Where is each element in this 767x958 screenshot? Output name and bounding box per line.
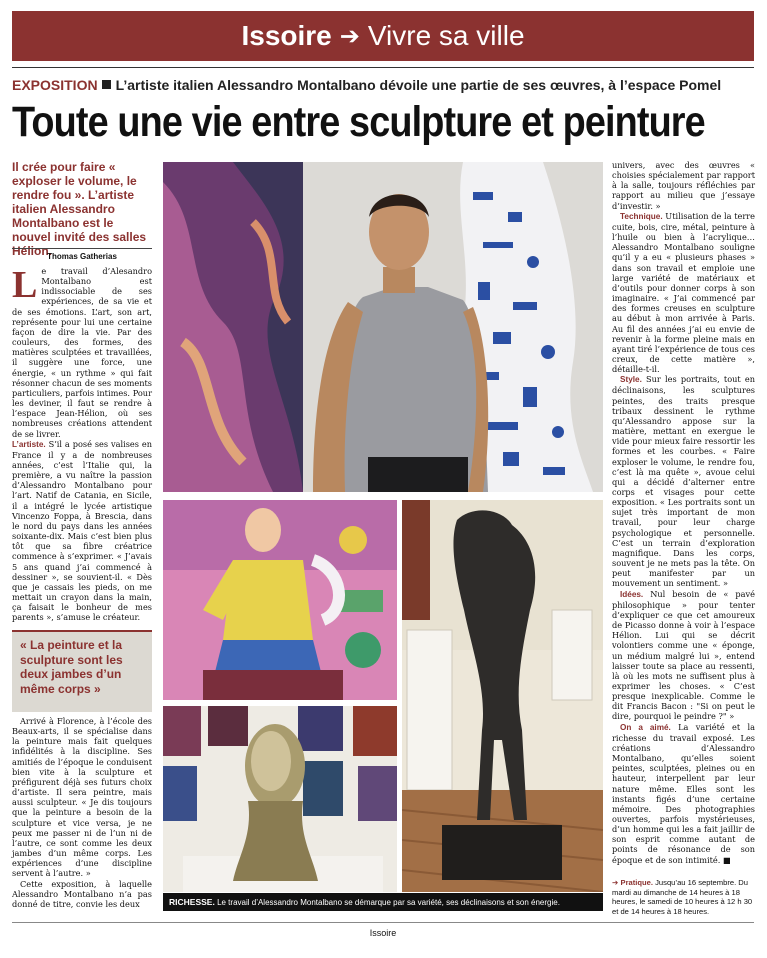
lead-paragraph: Il crée pour faire « exploser le volume, le rendre fou ». L’artiste italien Alessandro Montalbano est le nouvel invité des salles Hélion.: [12, 160, 147, 258]
kicker-text: L’artiste italien Alessandro Montalbano dévoile une partie de ses œuvres, à l’espace Pomel: [115, 77, 722, 93]
pull-quote-text: « La peinture et la sculpture sont les deux jambes d’un même corps »: [20, 638, 123, 696]
photo-statue: [402, 500, 603, 892]
bust-illustration: [163, 706, 397, 892]
divider: [12, 922, 754, 923]
caption-text: Le travail d’Alessandro Montalbano se démarque par sa variété, ses déclinaisons et son énergie.: [217, 898, 560, 907]
paragraph: e travail d’Alesandro Montalbano est indissociable de ses expériences, de sa vie et de ses émotions. L’art, son art, représente pour lui une certaine façon de dire la vie. Par des couleurs, des formes, des matières sculptées et travaillées, il suggère une force, une énergie, « un rythme » qui fait résonner chacun de ses moments particuliers, parfois intimes. Pour les deviner, il faut se rendre à l’espace Jean-Hélion, où ses nombreuses créations attendent de se livrer.: [12, 266, 152, 439]
section-name: Issoire: [241, 20, 332, 51]
pull-quote: [12, 630, 152, 712]
photo-painting: [163, 500, 397, 700]
subhead: Idées.: [620, 589, 644, 599]
divider: [12, 67, 754, 68]
divider: [12, 248, 152, 249]
subhead: Technique.: [620, 211, 663, 221]
kicker-label: EXPOSITION: [12, 77, 98, 93]
headline: Toute une vie entre sculpture et peinture: [12, 98, 705, 146]
subhead: On a aimé.: [620, 722, 671, 732]
square-bullet-icon: [102, 80, 111, 89]
subsection-name: Vivre sa ville: [367, 20, 525, 51]
paragraph: Nul besoin de « pavé philosophique » pour tenter d’expliquer ce que cet amoureux de Picasso donne à voir à l’espace Hélion. Lui qui se décrit volontiers comme une « éponge, un médium malgré lui », entend laisser toute sa place au ressenti, là où les mots ne suffisent plus à exprimer les choses. « C’est presque inexplicable. Comme le dit Francis Bacon : "Si on peut le dire, pourquoi le peindre ?" »: [612, 588, 755, 722]
article-column-1-continued: [12, 716, 152, 909]
section-banner: [12, 11, 754, 61]
author-byline: Thomas Gatherias: [47, 252, 117, 261]
practical-info-text: Jusqu’au 16 septembre. Du mardi au dimanche de 14 heures à 18 heures, le samedi de 10 heures à 12 h 30 et de 14 heures à 18 heures.: [612, 878, 753, 916]
arrow-right-icon: ➔: [612, 878, 619, 887]
subhead: L’artiste.: [12, 439, 46, 449]
drop-cap: L: [12, 264, 38, 306]
page-footer: Issoire: [369, 928, 397, 938]
paragraph: Cette exposition, à laquelle Alessandro Montalbano n’a pas donné de titre, convie les deux: [12, 878, 152, 909]
statue-illustration: [402, 500, 603, 892]
article-column-3: [612, 160, 755, 865]
photo-bust-sculpture: [163, 706, 397, 892]
end-mark-icon: ■: [722, 854, 731, 865]
paragraph: univers, avec des œuvres « choisies spécialement par rapport à la salle, toujours réfléchies par rapport au milieu que j’essaye d’investir. »: [612, 160, 755, 211]
paragraph: La variété et la richesse du travail exposé. Les créations d’Alessandro Montalbano, qu’elles soient peintes, sculptées, pleines ou en hauteur, interpellent par leur nature même. Elles sont les instants figés d’une certaine mémoire. Des photographies ouvertes, parfois mystérieuses, d’un homme qui les a fait jaillir de son esprit comme autant de points de résonance de son époque et de son intimité.: [612, 721, 755, 865]
subhead: Style.: [620, 375, 642, 385]
paragraph: Utilisation de la terre cuite, bois, cire, métal, peinture à l’huile ou bien à l’acrylique… Alessandro Montalbano souligne qu’il y a eu « plusieurs phases » dans son travail et emploie une large variété de matériaux et d’outils pour donner corps à son imaginaire. « J’ai commencé par des formes creuses en sculpture au début à mon arrivée à Paris. Au fil des années j’ai eu envie de revenir à la forme pleine mais en ayant tiré l’expérience de tous ces creux, de cette matière », détaille-t-il.: [612, 210, 755, 375]
artist-photo-illustration: [163, 162, 603, 492]
paragraph: Sur les portraits, tout en déclinaisons, les sculptures peintes, des traits presque tribaux dessinent le rythme qu’Alessandro appose sur la matière, mettant en exergue le vide pour mieux faire ressortir les formes et les courbes. « Faire exploser le volume, le rendre fou, c’est là ma quête », avoue celui qui a décidé d’alterner entre corps et visages pour cette exposition. « Les portraits sont un sujet très important de mon travail, pour leur charge psychologique et personnelle. C’est un terrain d’exploration magnifique. Dans les corps, souvent je ne mets pas la tête. On peut manifester par un mouvement un sentiment. »: [612, 374, 755, 589]
caption-label: RICHESSE.: [169, 897, 215, 907]
practical-info: [612, 878, 755, 916]
arrow-right-icon: ➔: [339, 22, 360, 50]
photo-artist-portrait: [163, 162, 603, 492]
painting-illustration: [163, 500, 397, 700]
photo-caption: [163, 893, 603, 911]
paragraph: Arrivé à Florence, à l’école des Beaux-arts, il se spécialise dans la peinture mais fait quelques infidélités à la discipline. Ses amitiés de l’époque le conduisent bien vite à la sculpture et préfigurent déjà ses futurs choix d’artiste. Il sera peintre, mais aussi sculpteur. « Je dis toujours que la peinture a besoin de la sculpture et vice versa, je ne peux me passer ni de l’un ni de l’autre, ce sont comme les deux jambes d’un même corps. Les expériences d’une discipline servent à l’autre. »: [12, 716, 152, 879]
paragraph: S’il a posé ses valises en France il y a de nombreuses années, c’est l’Italie qui, la première, a vu naître la passion d’Alessandro Montalbano pour l’art. Natif de Catania, en Sicile, il a intégré le lycée artistique Vincenzo Foppa, à Brescia, dans le nord du pays dans les années soixante-dix. Mais c’est bien plus tôt que sa fibre créatrice commence à s’exprimer. « J’avais 5 ans quand j’ai commencé à dessiner », se souvient-il. « Dès que je cassais les pieds, on me mettait un crayon dans la main, ça faisait le bonheur de mes parents », s’amuse le créateur.: [12, 438, 152, 623]
practical-info-label: Pratique.: [620, 878, 653, 887]
kicker: [12, 77, 754, 93]
article-column-1: [12, 266, 152, 622]
